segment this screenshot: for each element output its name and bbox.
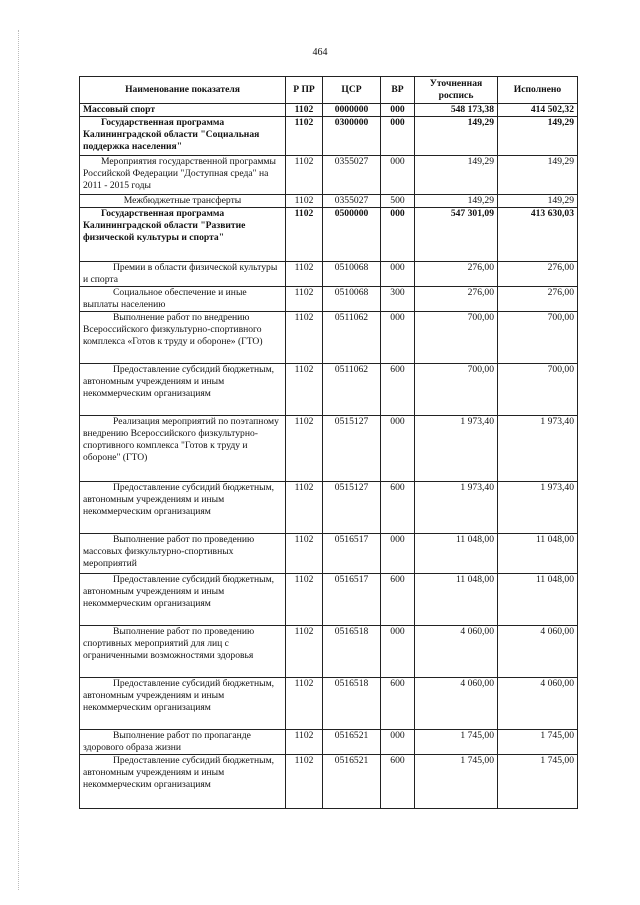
row-csr: 0300000	[323, 117, 381, 156]
row-rpr: 1102	[286, 730, 323, 755]
table-row	[80, 755, 578, 809]
row-done: 11 048,00	[498, 534, 578, 574]
row-rpr: 1102	[286, 416, 323, 482]
row-plan: 700,00	[415, 312, 498, 364]
row-name: Выполнение работ по внедрению Всероссийского физкультурно-спортивного комплекса «Готов к труду и обороне» (ГТО)	[80, 312, 286, 364]
row-vr: 000	[381, 416, 415, 482]
row-name: Межбюджетные трансферты	[80, 195, 286, 208]
row-done: 1 973,40	[498, 482, 578, 534]
row-csr: 0516517	[323, 534, 381, 574]
row-plan: 547 301,09	[415, 208, 498, 262]
row-done: 1 973,40	[498, 416, 578, 482]
row-name: Выполнение работ по проведению спортивных мероприятий для лиц с ограниченными возможностями здоровья	[80, 626, 286, 678]
row-vr: 000	[381, 626, 415, 678]
row-done: 149,29	[498, 195, 578, 208]
row-csr: 0511062	[323, 312, 381, 364]
row-vr: 000	[381, 117, 415, 156]
table-row	[80, 208, 578, 262]
table-row	[80, 730, 578, 755]
row-csr: 0515127	[323, 416, 381, 482]
table-header-row	[80, 77, 578, 104]
table-row	[80, 626, 578, 678]
header-vr: ВР	[381, 77, 415, 104]
row-plan: 276,00	[415, 262, 498, 287]
row-csr: 0355027	[323, 195, 381, 208]
table-row	[80, 104, 578, 117]
row-done: 4 060,00	[498, 626, 578, 678]
row-plan: 149,29	[415, 195, 498, 208]
row-vr: 300	[381, 287, 415, 312]
row-rpr: 1102	[286, 482, 323, 534]
row-csr: 0516521	[323, 730, 381, 755]
table-row	[80, 156, 578, 195]
row-done: 11 048,00	[498, 574, 578, 626]
row-done: 1 745,00	[498, 755, 578, 809]
row-name: Мероприятия государственной программы Российской Федерации "Доступная среда" на 2011 - 2015 годы	[80, 156, 286, 195]
row-name: Предоставление субсидий бюджетным, автономным учреждениям и иным некоммерческим организациям	[80, 755, 286, 809]
row-rpr: 1102	[286, 262, 323, 287]
row-vr: 000	[381, 312, 415, 364]
row-vr: 000	[381, 156, 415, 195]
row-plan: 276,00	[415, 287, 498, 312]
row-done: 1 745,00	[498, 730, 578, 755]
row-plan: 1 745,00	[415, 755, 498, 809]
row-vr: 000	[381, 208, 415, 262]
row-csr: 0515127	[323, 482, 381, 534]
row-rpr: 1102	[286, 364, 323, 416]
row-rpr: 1102	[286, 574, 323, 626]
row-done: 700,00	[498, 312, 578, 364]
row-done: 700,00	[498, 364, 578, 416]
row-csr: 0500000	[323, 208, 381, 262]
row-plan: 1 973,40	[415, 416, 498, 482]
row-name: Премии в области физической культуры и спорта	[80, 262, 286, 287]
row-rpr: 1102	[286, 755, 323, 809]
header-csr: ЦСР	[323, 77, 381, 104]
row-name: Социальное обеспечение и иные выплаты населению	[80, 287, 286, 312]
row-rpr: 1102	[286, 678, 323, 730]
row-csr: 0516518	[323, 626, 381, 678]
row-csr: 0000000	[323, 104, 381, 117]
row-csr: 0511062	[323, 364, 381, 416]
row-name: Предоставление субсидий бюджетным, автономным учреждениям и иным некоммерческим организациям	[80, 574, 286, 626]
row-csr: 0355027	[323, 156, 381, 195]
table-row	[80, 262, 578, 287]
row-rpr: 1102	[286, 534, 323, 574]
row-done: 149,29	[498, 117, 578, 156]
page-number: 464	[312, 47, 328, 58]
row-vr: 600	[381, 678, 415, 730]
row-vr: 600	[381, 364, 415, 416]
row-plan: 1 973,40	[415, 482, 498, 534]
row-name: Реализация мероприятий по поэтапному внедрению Всероссийского физкультурно-спортивного комплекса "Готов к труду и обороне" (ГТО)	[80, 416, 286, 482]
row-csr: 0516518	[323, 678, 381, 730]
row-vr: 600	[381, 755, 415, 809]
table-row	[80, 287, 578, 312]
table-row	[80, 195, 578, 208]
row-rpr: 1102	[286, 104, 323, 117]
row-name: Государственная программа Калининградской области "Социальная поддержка населения"	[80, 117, 286, 156]
row-plan: 149,29	[415, 117, 498, 156]
row-plan: 11 048,00	[415, 534, 498, 574]
header-done: Исполнено	[498, 77, 578, 104]
row-rpr: 1102	[286, 195, 323, 208]
table-row	[80, 534, 578, 574]
row-vr: 000	[381, 104, 415, 117]
row-vr: 600	[381, 482, 415, 534]
row-rpr: 1102	[286, 626, 323, 678]
row-plan: 149,29	[415, 156, 498, 195]
row-rpr: 1102	[286, 117, 323, 156]
header-rpr: Р ПР	[286, 77, 323, 104]
row-plan: 1 745,00	[415, 730, 498, 755]
row-rpr: 1102	[286, 287, 323, 312]
row-plan: 548 173,38	[415, 104, 498, 117]
header-name: Наименование показателя	[80, 77, 286, 104]
table-row	[80, 312, 578, 364]
table-row	[80, 364, 578, 416]
row-plan: 11 048,00	[415, 574, 498, 626]
row-name: Выполнение работ по проведению массовых физкультурно-спортивных мероприятий	[80, 534, 286, 574]
row-name: Предоставление субсидий бюджетным, автономным учреждениям и иным некоммерческим организациям	[80, 482, 286, 534]
row-plan: 700,00	[415, 364, 498, 416]
row-name: Массовый спорт	[80, 104, 286, 117]
row-done: 4 060,00	[498, 678, 578, 730]
row-vr: 000	[381, 534, 415, 574]
row-vr: 500	[381, 195, 415, 208]
row-done: 414 502,32	[498, 104, 578, 117]
row-plan: 4 060,00	[415, 626, 498, 678]
row-done: 149,29	[498, 156, 578, 195]
row-csr: 0510068	[323, 262, 381, 287]
margin-line	[18, 30, 19, 890]
row-plan: 4 060,00	[415, 678, 498, 730]
row-rpr: 1102	[286, 208, 323, 262]
row-name: Предоставление субсидий бюджетным, автономным учреждениям и иным некоммерческим организациям	[80, 678, 286, 730]
table-row	[80, 482, 578, 534]
row-vr: 600	[381, 574, 415, 626]
row-done: 276,00	[498, 262, 578, 287]
row-name: Выполнение работ по пропаганде здорового образа жизни	[80, 730, 286, 755]
table-row	[80, 678, 578, 730]
row-csr: 0516517	[323, 574, 381, 626]
table-row	[80, 574, 578, 626]
row-rpr: 1102	[286, 156, 323, 195]
row-csr: 0516521	[323, 755, 381, 809]
header-plan: Уточненная роспись	[415, 77, 498, 104]
row-vr: 000	[381, 730, 415, 755]
row-rpr: 1102	[286, 312, 323, 364]
row-done: 413 630,03	[498, 208, 578, 262]
row-done: 276,00	[498, 287, 578, 312]
row-csr: 0510068	[323, 287, 381, 312]
row-name: Государственная программа Калининградской области "Развитие физической культуры и спорта"	[80, 208, 286, 262]
table-row	[80, 416, 578, 482]
row-vr: 000	[381, 262, 415, 287]
row-name: Предоставление субсидий бюджетным, автономным учреждениям и иным некоммерческим организациям	[80, 364, 286, 416]
table-row	[80, 117, 578, 156]
report-table	[79, 76, 578, 809]
